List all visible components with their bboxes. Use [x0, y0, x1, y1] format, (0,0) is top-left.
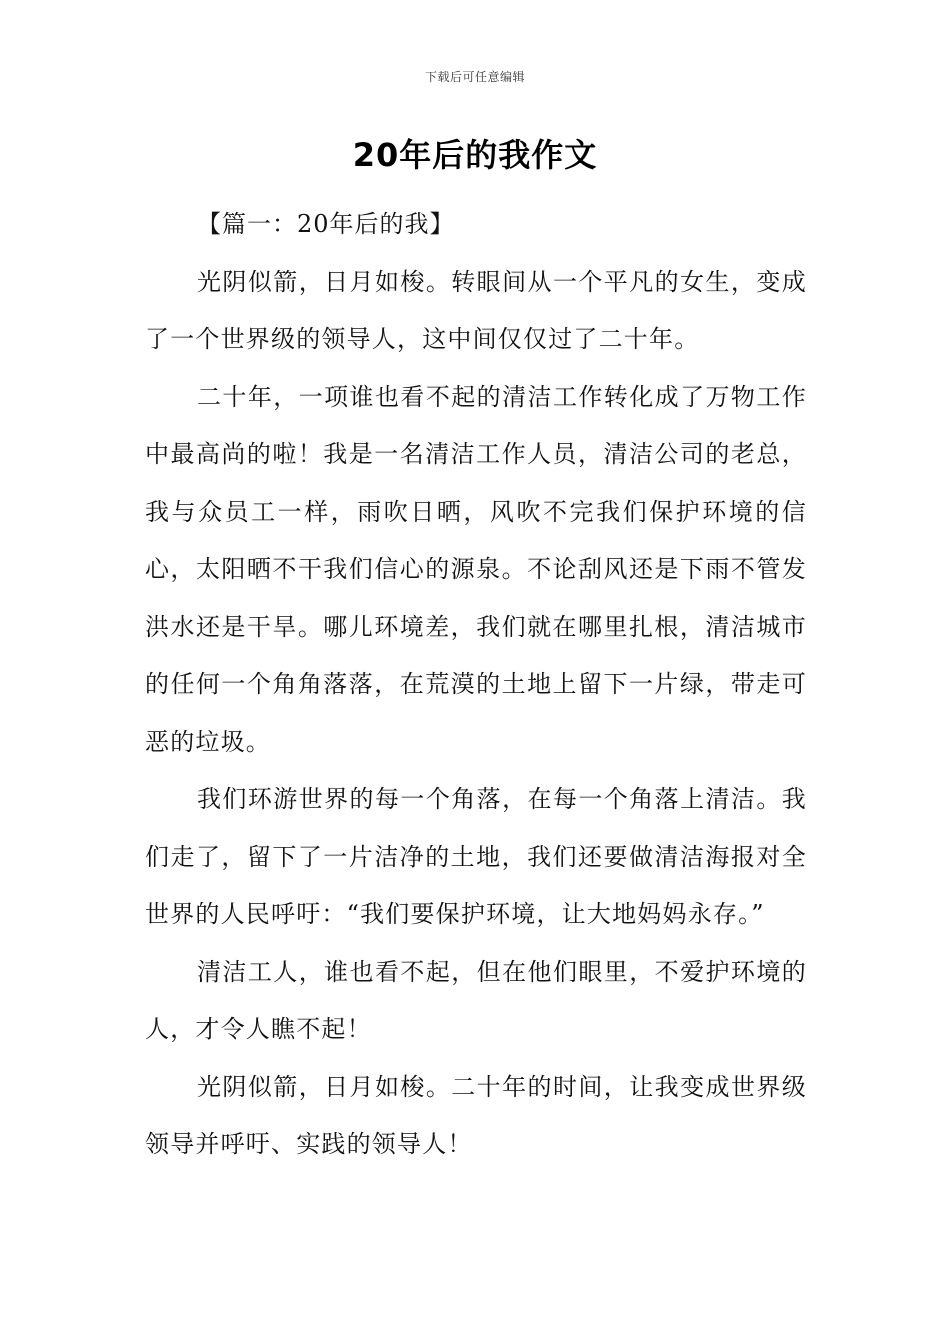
- paragraph: 清洁工人，谁也看不起，但在他们眼里，不爱护环境的人，才令人瞧不起！: [145, 957, 807, 1043]
- paragraph: 二十年，一项谁也看不起的清洁工作转化成了万物工作中最高尚的啦！我是一名清洁工作人员，清洁公司的老总，我与众员工一样，雨吹日晒，风吹不完我们保护环境的信心，太阳晒不干我们信心的源泉。不论刮风还是下雨不管发洪水还是干旱。哪儿环境差，我们就在哪里扎根，清洁城市的任何一个角角落落，在荒漠的土地上留下一片绿，带走可恶的垃圾。: [145, 382, 807, 756]
- section-heading: 【篇一：20年后的我】: [197, 210, 455, 238]
- paragraph: 光阴似箭，日月如梭。转眼间从一个平凡的女生，变成了一个世界级的领导人，这中间仅仅过了二十年。: [145, 267, 807, 353]
- document-body: [145, 196, 807, 1174]
- document-title: 20年后的我作文: [352, 136, 598, 174]
- paragraph: 我们环游世界的每一个角落，在每一个角落上清洁。我们走了，留下了一片洁净的土地，我们还要做清洁海报对全世界的人民呼吁：“我们要保护环境，让大地妈妈永存。”: [145, 785, 807, 928]
- header-note: 下载后可任意编辑: [424, 70, 525, 84]
- paragraph: 光阴似箭，日月如梭。二十年的时间，让我变成世界级领导并呼吁、实践的领导人！: [145, 1072, 807, 1158]
